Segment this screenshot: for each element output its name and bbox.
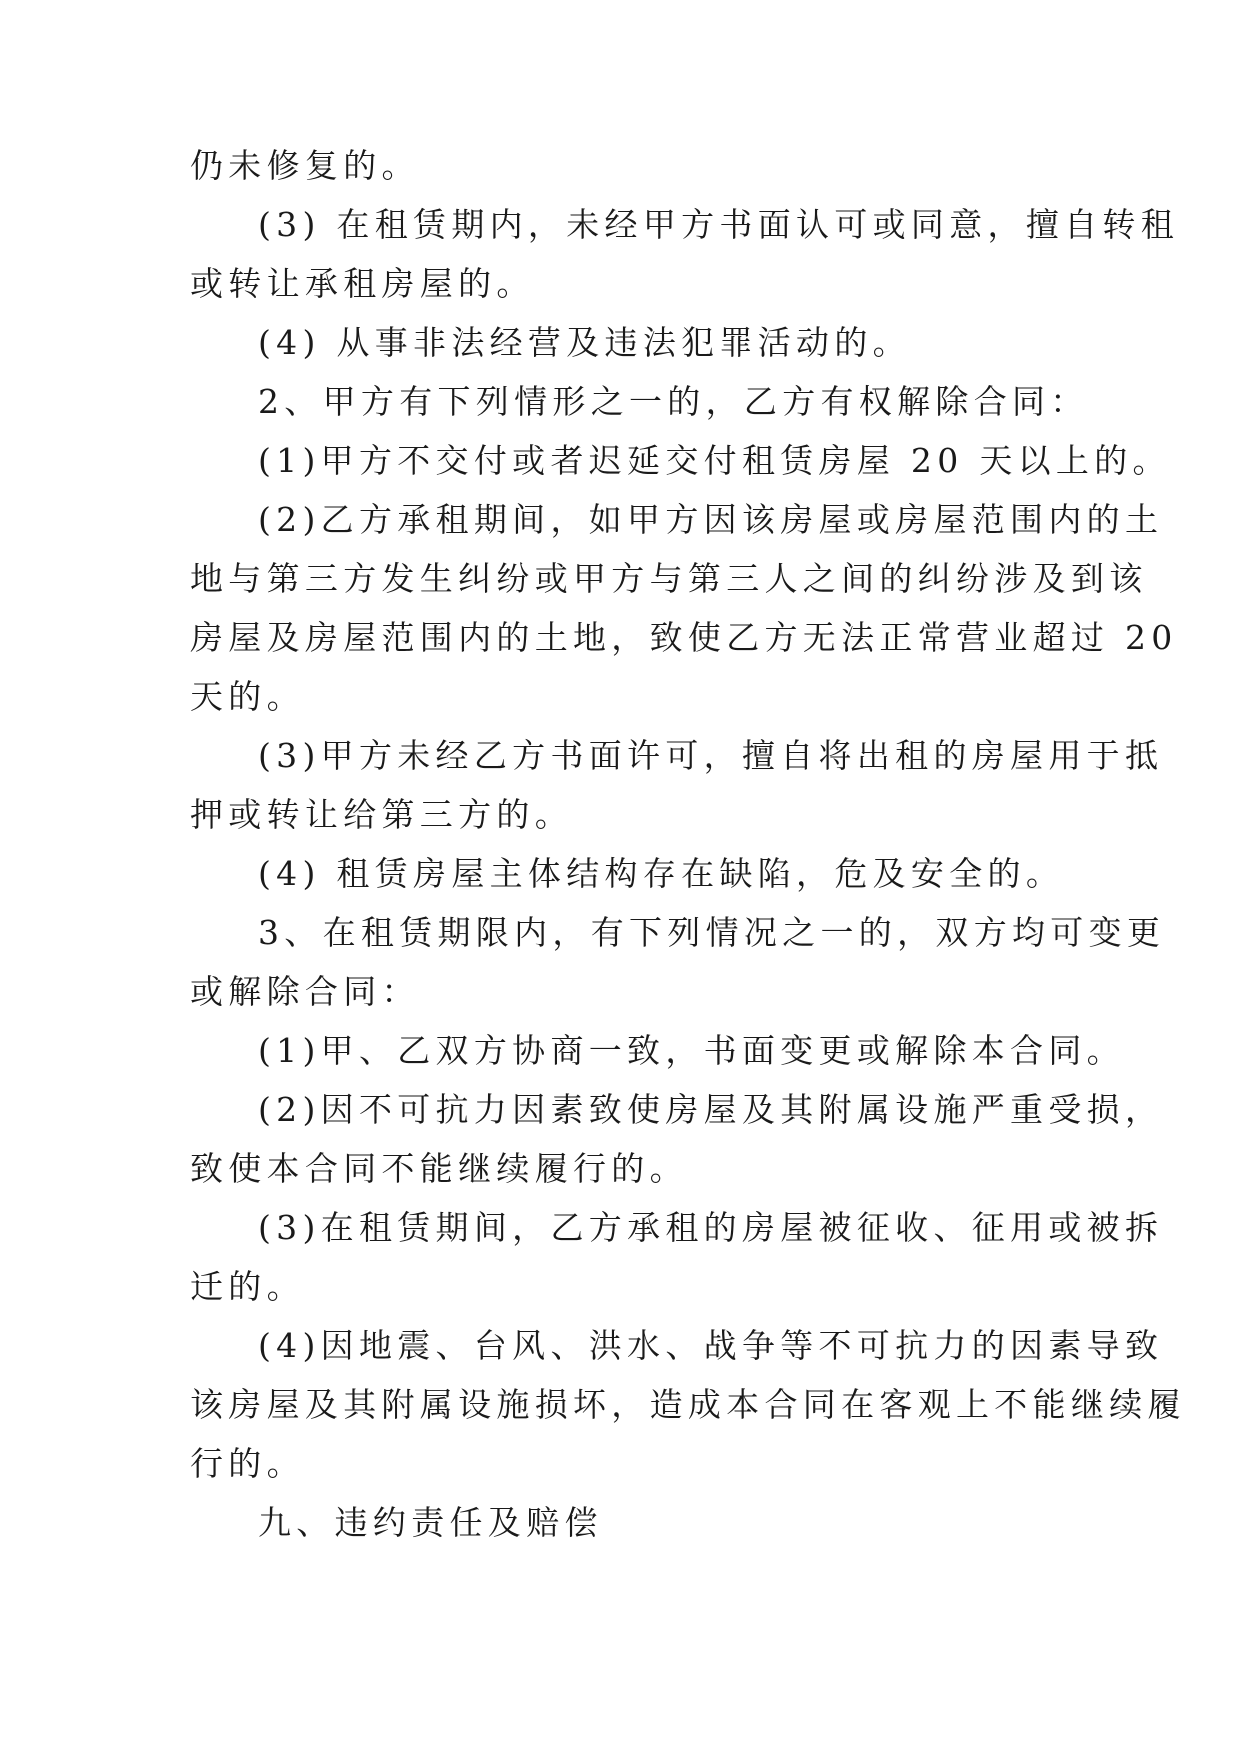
text-line: 迁的。 [190,1267,305,1306]
text-line: 天的。 [190,677,305,716]
text-line: 3、在租赁期限内，有下列情况之一的，双方均可变更 [258,913,1166,952]
text-line: (1)甲方不交付或者迟延交付租赁房屋 20 天以上的。 [258,441,1171,480]
section-heading: 九、违约责任及赔偿 [258,1503,603,1542]
text-line: (3)甲方未经乙方书面许可，擅自将出租的房屋用于抵 [258,736,1164,775]
text-line: (3)在租赁期间，乙方承租的房屋被征收、征用或被拆 [258,1208,1164,1247]
text-line: 或转让承租房屋的。 [190,264,535,303]
text-line: (2)乙方承租期间，如甲方因该房屋或房屋范围内的土 [258,500,1164,539]
text-line: (4) 从事非法经营及违法犯罪活动的。 [258,323,911,362]
text-line: 仍未修复的。 [190,146,420,185]
text-line: (4)因地震、台风、洪水、战争等不可抗力的因素导致 [258,1326,1164,1365]
text-line: 2、甲方有下列情形之一的，乙方有权解除合同： [258,382,1089,421]
text-line: 地与第三方发生纠纷或甲方与第三人之间的纠纷涉及到该 [190,559,1148,598]
text-line: 房屋及房屋范围内的土地，致使乙方无法正常营业超过 20 [190,618,1178,657]
text-line: 该房屋及其附属设施损坏，造成本合同在客观上不能继续履 [190,1385,1186,1424]
text-line: (1)甲、乙双方协商一致，书面变更或解除本合同。 [258,1031,1125,1070]
text-line: 致使本合同不能继续履行的。 [190,1149,688,1188]
text-line: (2)因不可抗力因素致使房屋及其附属设施严重受损， [258,1090,1164,1129]
text-line: 或解除合同： [190,972,420,1011]
text-line: 行的。 [190,1444,305,1483]
text-line: (4) 租赁房屋主体结构存在缺陷，危及安全的。 [258,854,1065,893]
text-line: (3) 在租赁期内，未经甲方书面认可或同意，擅自转租 [258,205,1180,244]
text-line: 押或转让给第三方的。 [190,795,573,834]
